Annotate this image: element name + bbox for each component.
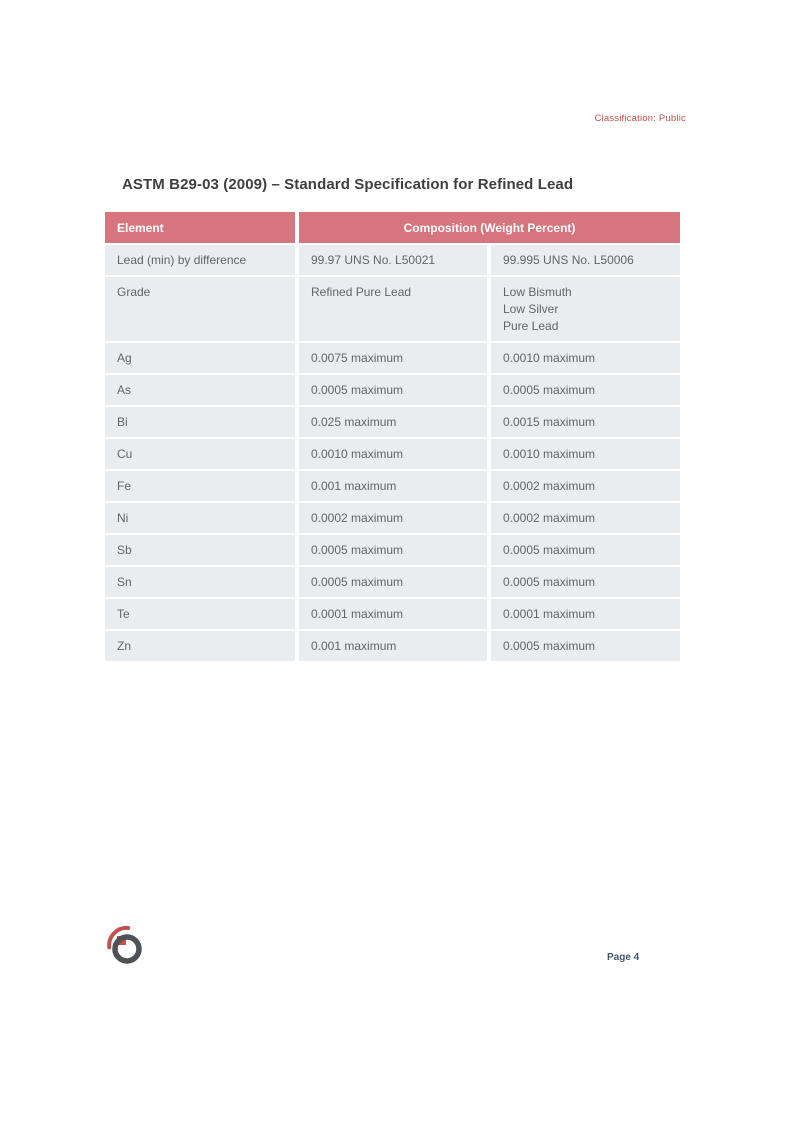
grade2-cell: 0.0010 maximum [491, 343, 680, 373]
table-header-row [105, 212, 680, 243]
grade1-cell: 0.0010 maximum [299, 439, 487, 469]
grade1-cell: 0.0001 maximum [299, 599, 487, 629]
page-number: Page 4 [607, 952, 640, 963]
grade2-cell: 0.0005 maximum [491, 375, 680, 405]
element-cell: Bi [105, 407, 295, 437]
element-cell: Grade [105, 277, 295, 341]
table-header-element: Element [105, 212, 295, 243]
grade1-cell: 0.0005 maximum [299, 567, 487, 597]
grade2-cell: 0.0002 maximum [491, 503, 680, 533]
table-row [105, 245, 680, 275]
spec-table-body [105, 245, 680, 661]
composition-table [105, 212, 680, 663]
grade1-cell: 0.0075 maximum [299, 343, 487, 373]
element-cell: Te [105, 599, 295, 629]
table-row [105, 631, 680, 661]
company-logo-icon [104, 924, 148, 968]
page-title: ASTM B29-03 (2009) – Standard Specification for Refined Lead [122, 176, 574, 193]
element-cell: Lead (min) by difference [105, 245, 295, 275]
grade2-cell: 0.0005 maximum [491, 631, 680, 661]
element-cell: Ni [105, 503, 295, 533]
table-row [105, 503, 680, 533]
table-row [105, 567, 680, 597]
grade2-cell: 0.0010 maximum [491, 439, 680, 469]
grade1-cell: 0.0002 maximum [299, 503, 487, 533]
grade1-cell: 0.025 maximum [299, 407, 487, 437]
grade2-cell: 0.0002 maximum [491, 471, 680, 501]
element-cell: Sn [105, 567, 295, 597]
grade1-cell: Refined Pure Lead [299, 277, 487, 341]
grade2-cell: 0.0005 maximum [491, 567, 680, 597]
grade2-cell: 0.0001 maximum [491, 599, 680, 629]
element-cell: Ag [105, 343, 295, 373]
table-row [105, 277, 680, 341]
table-row [105, 407, 680, 437]
grade2-cell: 0.0005 maximum [491, 535, 680, 565]
classification-label: Classification: Public [594, 113, 686, 124]
grade2-cell: 99.995 UNS No. L50006 [491, 245, 680, 275]
table-row [105, 471, 680, 501]
element-cell: Zn [105, 631, 295, 661]
table-row [105, 343, 680, 373]
grade2-cell: 0.0015 maximum [491, 407, 680, 437]
grade1-cell: 0.001 maximum [299, 471, 487, 501]
grade1-cell: 0.001 maximum [299, 631, 487, 661]
grade1-cell: 99.97 UNS No. L50021 [299, 245, 487, 275]
element-cell: Cu [105, 439, 295, 469]
grade2-cell: Low Bismuth Low Silver Pure Lead [491, 277, 680, 341]
table-header-composition: Composition (Weight Percent) [299, 212, 680, 243]
element-cell: As [105, 375, 295, 405]
element-cell: Fe [105, 471, 295, 501]
element-cell: Sb [105, 535, 295, 565]
table-row [105, 375, 680, 405]
grade1-cell: 0.0005 maximum [299, 375, 487, 405]
table-row [105, 535, 680, 565]
table-row [105, 439, 680, 469]
grade1-cell: 0.0005 maximum [299, 535, 487, 565]
table-row [105, 599, 680, 629]
